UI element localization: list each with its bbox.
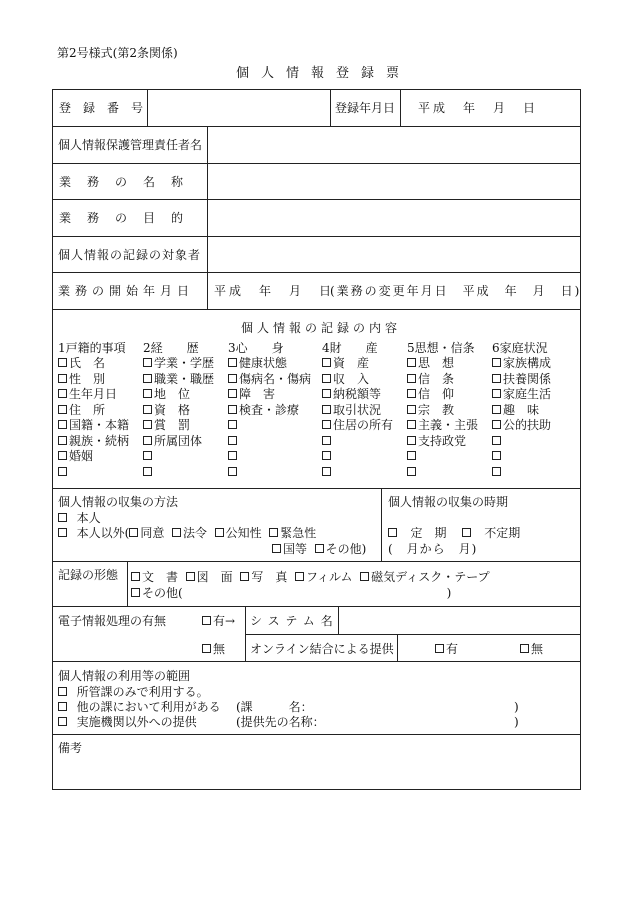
electronic-no-option[interactable]: 無 <box>202 643 225 655</box>
checkbox[interactable] <box>143 358 152 367</box>
record-subject-label: 個人情報の記録の対象者 <box>58 248 202 262</box>
business-start-value: 平成 年 月 日 <box>214 284 335 298</box>
checkbox-item[interactable]: 家族構成 <box>492 357 551 369</box>
checkbox[interactable] <box>407 405 416 414</box>
checkbox[interactable] <box>58 467 67 476</box>
business-name-label: 業務の名称 <box>59 175 200 189</box>
collection-other-option[interactable]: 本人以外( 同意 法令 公知性 緊急性 <box>58 527 316 539</box>
checkbox[interactable] <box>228 358 237 367</box>
checkbox[interactable] <box>407 467 416 476</box>
row-divider <box>52 309 580 310</box>
registration-date-label: 登録年月日 <box>335 101 396 115</box>
checkbox-item[interactable]: 傷病名・傷病 <box>228 373 311 385</box>
checkbox[interactable] <box>462 528 471 537</box>
col-divider <box>381 488 382 561</box>
checkbox-item[interactable]: 納税額等 <box>322 388 381 400</box>
row-divider <box>52 163 580 164</box>
checkbox[interactable] <box>228 451 237 460</box>
table-left-border <box>52 89 53 790</box>
checkbox[interactable] <box>492 374 501 383</box>
row-divider <box>245 634 580 635</box>
checkbox-item[interactable] <box>58 466 69 478</box>
checkbox-item[interactable] <box>143 466 154 478</box>
checkbox[interactable] <box>492 467 501 476</box>
checkbox-item[interactable] <box>407 450 418 462</box>
dept-name-label: (課 名： <box>236 700 313 714</box>
checkbox[interactable] <box>58 702 67 711</box>
checkbox[interactable] <box>131 572 140 581</box>
checkbox-item[interactable]: 学業・学歴 <box>143 357 214 369</box>
checkbox[interactable] <box>143 451 152 460</box>
checkbox[interactable] <box>143 389 152 398</box>
checkbox-item[interactable]: 支持政党 <box>407 435 466 447</box>
checkbox[interactable] <box>228 389 237 398</box>
checkbox-item[interactable] <box>322 450 333 462</box>
checkbox[interactable] <box>520 644 529 653</box>
checkbox[interactable] <box>322 358 331 367</box>
checkbox[interactable] <box>202 644 211 653</box>
checkbox-item[interactable] <box>492 435 503 447</box>
electronic-yes-option[interactable]: 有→ <box>202 615 235 627</box>
checkbox-item[interactable]: 主義・主張 <box>407 419 478 431</box>
usage-range-label: 個人情報の利用等の範囲 <box>58 669 191 683</box>
checkbox-item[interactable]: 地 位 <box>143 388 190 400</box>
table-top-border <box>52 89 580 90</box>
column-header: 1戸籍的事項 <box>58 341 126 355</box>
checkbox[interactable] <box>58 451 67 460</box>
remarks-label: 備考 <box>58 741 83 755</box>
checkbox-item[interactable]: 資 格 <box>143 404 190 416</box>
checkbox[interactable] <box>172 528 181 537</box>
checkbox[interactable] <box>58 687 67 696</box>
checkbox[interactable] <box>269 528 278 537</box>
dept-close-paren: ) <box>514 700 519 714</box>
record-format-label: 記録の形態 <box>58 568 119 582</box>
col-divider <box>400 89 401 126</box>
checkbox[interactable] <box>322 374 331 383</box>
checkbox-item[interactable]: 取引状況 <box>322 404 381 416</box>
checkbox[interactable] <box>58 528 67 537</box>
checkbox[interactable] <box>492 451 501 460</box>
row-divider <box>52 126 580 127</box>
checkbox-item[interactable]: 信 仰 <box>407 388 454 400</box>
online-provision-label: オンライン結合による提供 <box>250 642 394 656</box>
record-format-options[interactable]: 文 書 図 面 写 真 フィルム 磁気ディスク・テープ <box>131 571 490 583</box>
checkbox[interactable] <box>407 374 416 383</box>
checkbox[interactable] <box>131 588 140 597</box>
col-divider <box>207 126 208 309</box>
checkbox[interactable] <box>58 389 67 398</box>
collection-method-label: 個人情報の収集の方法 <box>58 495 179 509</box>
checkbox[interactable] <box>407 420 416 429</box>
collection-self-option[interactable]: 本人 <box>58 512 101 524</box>
row-divider <box>52 561 580 562</box>
collection-timing-options[interactable]: 定 期 不定期 <box>388 527 520 539</box>
checkbox-item[interactable]: 職業・職歴 <box>143 373 214 385</box>
checkbox-item[interactable] <box>322 435 333 447</box>
checkbox[interactable] <box>322 436 331 445</box>
usage-option[interactable]: 他の課において利用がある <box>58 701 221 713</box>
checkbox[interactable] <box>388 528 397 537</box>
checkbox[interactable] <box>492 420 501 429</box>
collection-other-option-row2[interactable]: 国等 その他) <box>272 543 366 555</box>
checkbox-item[interactable] <box>228 419 239 431</box>
checkbox[interactable] <box>58 358 67 367</box>
checkbox-item[interactable]: 婚姻 <box>58 450 93 462</box>
page-title: 個人情報登録票 <box>236 66 412 81</box>
system-name-label: システム名 <box>250 614 339 628</box>
checkbox[interactable] <box>228 374 237 383</box>
row-divider <box>52 236 580 237</box>
business-change-value: (業務の変更年月日 平成 年 月 日) <box>330 284 582 298</box>
row-divider <box>52 734 580 735</box>
checkbox[interactable] <box>272 544 281 553</box>
online-yes-option[interactable]: 有 <box>435 643 458 655</box>
checkbox[interactable] <box>58 436 67 445</box>
checkbox-item[interactable] <box>143 450 154 462</box>
checkbox[interactable] <box>228 420 237 429</box>
column-header: 5思想・信条 <box>407 341 475 355</box>
checkbox[interactable] <box>492 405 501 414</box>
checkbox[interactable] <box>407 389 416 398</box>
collection-timing-label: 個人情報の収集の時期 <box>388 495 509 509</box>
row-divider <box>52 606 580 607</box>
checkbox[interactable] <box>435 644 444 653</box>
col-divider <box>127 561 128 606</box>
row-divider <box>52 199 580 200</box>
checkbox[interactable] <box>129 528 138 537</box>
checkbox-item[interactable]: 家庭生活 <box>492 388 551 400</box>
checkbox-item[interactable]: 扶養関係 <box>492 373 551 385</box>
checkbox-item[interactable]: 性 別 <box>58 373 105 385</box>
checkbox-item[interactable]: 所属団体 <box>143 435 202 447</box>
checkbox-item[interactable] <box>228 435 239 447</box>
collection-period: ( 月から 月) <box>388 542 478 556</box>
col-divider <box>397 634 398 661</box>
checkbox-item[interactable]: 国籍・本籍 <box>58 419 129 431</box>
checkbox[interactable] <box>240 572 249 581</box>
checkbox-item[interactable] <box>228 466 239 478</box>
checkbox[interactable] <box>407 451 416 460</box>
column-header: 2経 歴 <box>143 341 199 355</box>
online-no-option[interactable]: 無 <box>520 643 543 655</box>
column-header: 4財 産 <box>322 341 378 355</box>
checkbox[interactable] <box>228 467 237 476</box>
checkbox[interactable] <box>186 572 195 581</box>
col-divider <box>330 89 331 126</box>
checkbox[interactable] <box>322 420 331 429</box>
business-purpose-label: 業務の目的 <box>59 211 200 225</box>
checkbox[interactable] <box>58 374 67 383</box>
checkbox-item[interactable] <box>492 450 503 462</box>
checkbox-item[interactable] <box>322 466 333 478</box>
row-divider <box>52 661 580 662</box>
col-divider <box>245 606 246 661</box>
checkbox-item[interactable]: 親族・続柄 <box>58 435 129 447</box>
column-header: 6家庭状況 <box>492 341 548 355</box>
manager-name-label: 個人情報保護管理責任者名 <box>58 138 203 152</box>
checkbox[interactable] <box>407 436 416 445</box>
row-divider <box>52 272 580 273</box>
checkbox[interactable] <box>143 467 152 476</box>
checkbox[interactable] <box>360 572 369 581</box>
checkbox[interactable] <box>322 405 331 414</box>
checkbox-item[interactable]: 障 害 <box>228 388 275 400</box>
checkbox[interactable] <box>492 389 501 398</box>
checkbox[interactable] <box>143 436 152 445</box>
form-reference: 第2号様式(第2条関係) <box>57 46 178 60</box>
checkbox[interactable] <box>58 420 67 429</box>
checkbox-item[interactable] <box>407 466 418 478</box>
checkbox-item[interactable]: 検査・診療 <box>228 404 299 416</box>
checkbox-item[interactable]: 収 入 <box>322 373 369 385</box>
table-bottom-border <box>52 789 580 790</box>
checkbox[interactable] <box>322 467 331 476</box>
checkbox-item[interactable]: 住 所 <box>58 404 105 416</box>
checkbox-item[interactable]: 健康状態 <box>228 357 287 369</box>
checkbox[interactable] <box>58 405 67 414</box>
checkbox[interactable] <box>407 358 416 367</box>
checkbox[interactable] <box>202 616 211 625</box>
usage-option[interactable]: 実施機関以外への提供 <box>58 716 197 728</box>
checkbox-item[interactable]: 趣 味 <box>492 404 539 416</box>
checkbox[interactable] <box>228 436 237 445</box>
checkbox[interactable] <box>143 420 152 429</box>
checkbox[interactable] <box>228 405 237 414</box>
checkbox-item[interactable]: 資 産 <box>322 357 369 369</box>
checkbox-item[interactable]: 生年月日 <box>58 388 117 400</box>
checkbox[interactable] <box>143 374 152 383</box>
checkbox[interactable] <box>58 717 67 726</box>
checkbox-item[interactable]: 氏 名 <box>58 357 105 369</box>
registration-date-value: 平成 年 月 日 <box>418 101 539 115</box>
checkbox-item[interactable]: 思 想 <box>407 357 454 369</box>
checkbox[interactable] <box>143 405 152 414</box>
checkbox-item[interactable]: 公的扶助 <box>492 419 551 431</box>
registration-number-label: 登録番号 <box>59 101 156 115</box>
electronic-processing-label: 電子情報処理の有無 <box>58 614 167 628</box>
business-start-label: 業務の開始年月日 <box>58 284 195 298</box>
recipient-name-label: (提供先の名称： <box>236 715 325 729</box>
checkbox-item[interactable]: 住居の所有 <box>322 419 393 431</box>
row-divider <box>52 488 580 489</box>
contents-title: 個人情報の記録の内容 <box>241 321 402 335</box>
checkbox[interactable] <box>492 358 501 367</box>
checkbox-item[interactable] <box>228 450 239 462</box>
usage-option[interactable]: 所管課のみで利用する。 <box>58 686 209 698</box>
checkbox[interactable] <box>322 451 331 460</box>
recipient-close-paren: ) <box>514 715 519 729</box>
record-format-other[interactable]: その他( ) <box>131 587 451 599</box>
checkbox-item[interactable]: 宗 教 <box>407 404 454 416</box>
checkbox-item[interactable]: 信 条 <box>407 373 454 385</box>
checkbox[interactable] <box>315 544 324 553</box>
checkbox[interactable] <box>58 513 67 522</box>
checkbox[interactable] <box>295 572 304 581</box>
checkbox-item[interactable] <box>492 466 503 478</box>
table-right-border <box>580 89 581 790</box>
checkbox-item[interactable]: 賞 罰 <box>143 419 190 431</box>
column-header: 3心 身 <box>228 341 284 355</box>
checkbox[interactable] <box>215 528 224 537</box>
checkbox[interactable] <box>322 389 331 398</box>
checkbox[interactable] <box>492 436 501 445</box>
